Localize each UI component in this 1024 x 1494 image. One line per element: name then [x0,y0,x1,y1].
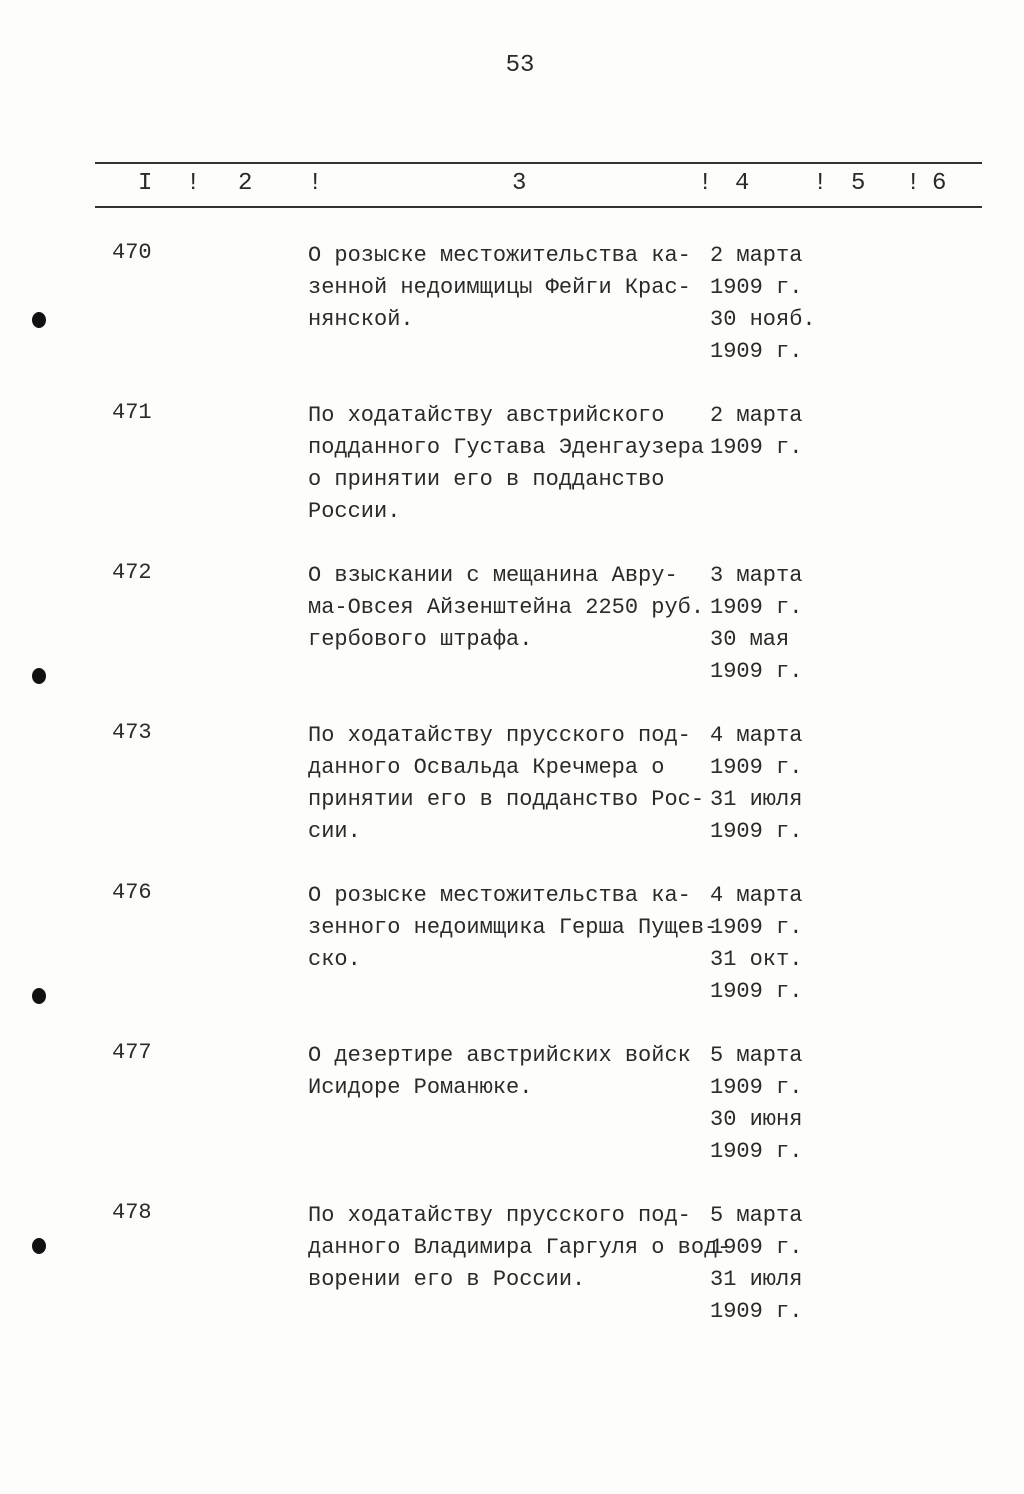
col-header-5: 5 [851,170,866,197]
date-line: 30 июня [710,1107,803,1132]
entry-dates [710,720,802,848]
entry-row [0,560,1024,710]
table-header-rule [95,206,982,208]
description-line: ма-Овсея Айзенштейна 2250 руб. [308,595,705,620]
col-header-3: 3 [512,170,527,197]
date-line: 1909 г. [710,1299,803,1324]
entry-number: 471 [112,400,152,425]
entry-dates [710,240,816,368]
date-line: 31 июля [710,1267,803,1292]
entry-row [0,240,1024,390]
description-line: нянской. [308,307,414,332]
col-header-6: 6 [932,170,947,197]
col-sep: ! [698,170,713,197]
description-line: сии. [308,819,361,844]
col-header-2: 2 [238,170,253,197]
entry-description [308,1040,691,1104]
entry-description [308,880,717,976]
date-line: 4 марта [710,883,803,908]
date-line: 1909 г. [710,1075,803,1100]
description-line: принятии его в подданство Рос- [308,787,705,812]
description-line: России. [308,499,401,524]
date-line: 5 марта [710,1043,803,1068]
description-line: Исидоре Романюке. [308,1075,533,1100]
description-line: О дезертире австрийских войск [308,1043,691,1068]
entry-row [0,1040,1024,1190]
date-line: 1909 г. [710,1235,803,1260]
date-line: 1909 г. [710,275,803,300]
col-sep: ! [308,170,323,197]
entry-dates [710,880,802,1008]
entry-description [308,400,704,528]
date-line: 2 марта [710,403,803,428]
entry-description [308,720,704,848]
entry-number: 470 [112,240,152,265]
description-line: подданного Густава Эденгаузера [308,435,705,460]
date-line: 1909 г. [710,339,803,364]
entry-row [0,400,1024,550]
date-line: 30 мая [710,627,790,652]
description-line: зенной недоимщицы Фейги Крас- [308,275,691,300]
punch-hole [32,312,46,328]
entry-number: 476 [112,880,152,905]
description-line: о принятии его в подданство [308,467,665,492]
entry-dates [710,1200,802,1328]
date-line: 1909 г. [710,595,803,620]
description-line: О розыске местожительства ка- [308,883,691,908]
date-line: 31 окт. [710,947,803,972]
entry-description [308,240,691,336]
entry-description [308,560,704,656]
description-line: ско. [308,947,361,972]
description-line: гербового штрафа. [308,627,533,652]
col-sep: ! [813,170,828,197]
entry-dates [710,560,802,688]
date-line: 1909 г. [710,1139,803,1164]
date-line: 3 марта [710,563,803,588]
table-top-rule [95,162,982,164]
date-line: 1909 г. [710,755,803,780]
entry-row [0,1200,1024,1350]
date-line: 4 марта [710,723,803,748]
description-line: По ходатайству прусского под- [308,1203,691,1228]
date-line: 1909 г. [710,819,803,844]
date-line: 2 марта [710,243,803,268]
description-line: данного Освальда Кречмера о [308,755,665,780]
description-line: ворении его в России. [308,1267,586,1292]
col-sep: ! [906,170,921,197]
punch-hole [32,988,46,1004]
description-line: зенного недоимщика Герша Пущев- [308,915,718,940]
entry-description [308,1200,730,1296]
description-line: О розыске местожительства ка- [308,243,691,268]
description-line: данного Владимира Гаргуля о вод- [308,1235,731,1260]
col-header-4: 4 [735,170,750,197]
punch-hole [32,668,46,684]
col-sep: ! [186,170,201,197]
page-number: 53 [505,52,535,79]
description-line: О взыскании с мещанина Авру- [308,563,678,588]
entry-number: 473 [112,720,152,745]
entry-number: 477 [112,1040,152,1065]
description-line: По ходатайству австрийского [308,403,665,428]
date-line: 1909 г. [710,659,803,684]
date-line: 31 июля [710,787,803,812]
punch-hole [32,1238,46,1254]
date-line: 1909 г. [710,979,803,1004]
date-line: 1909 г. [710,915,803,940]
entry-row [0,880,1024,1030]
entry-dates [710,1040,802,1168]
date-line: 5 марта [710,1203,803,1228]
entry-dates [710,400,802,464]
description-line: По ходатайству прусского под- [308,723,691,748]
entry-row [0,720,1024,870]
date-line: 30 нояб. [710,307,816,332]
entry-number: 478 [112,1200,152,1225]
entry-number: 472 [112,560,152,585]
date-line: 1909 г. [710,435,803,460]
col-header-1: I [138,170,153,197]
